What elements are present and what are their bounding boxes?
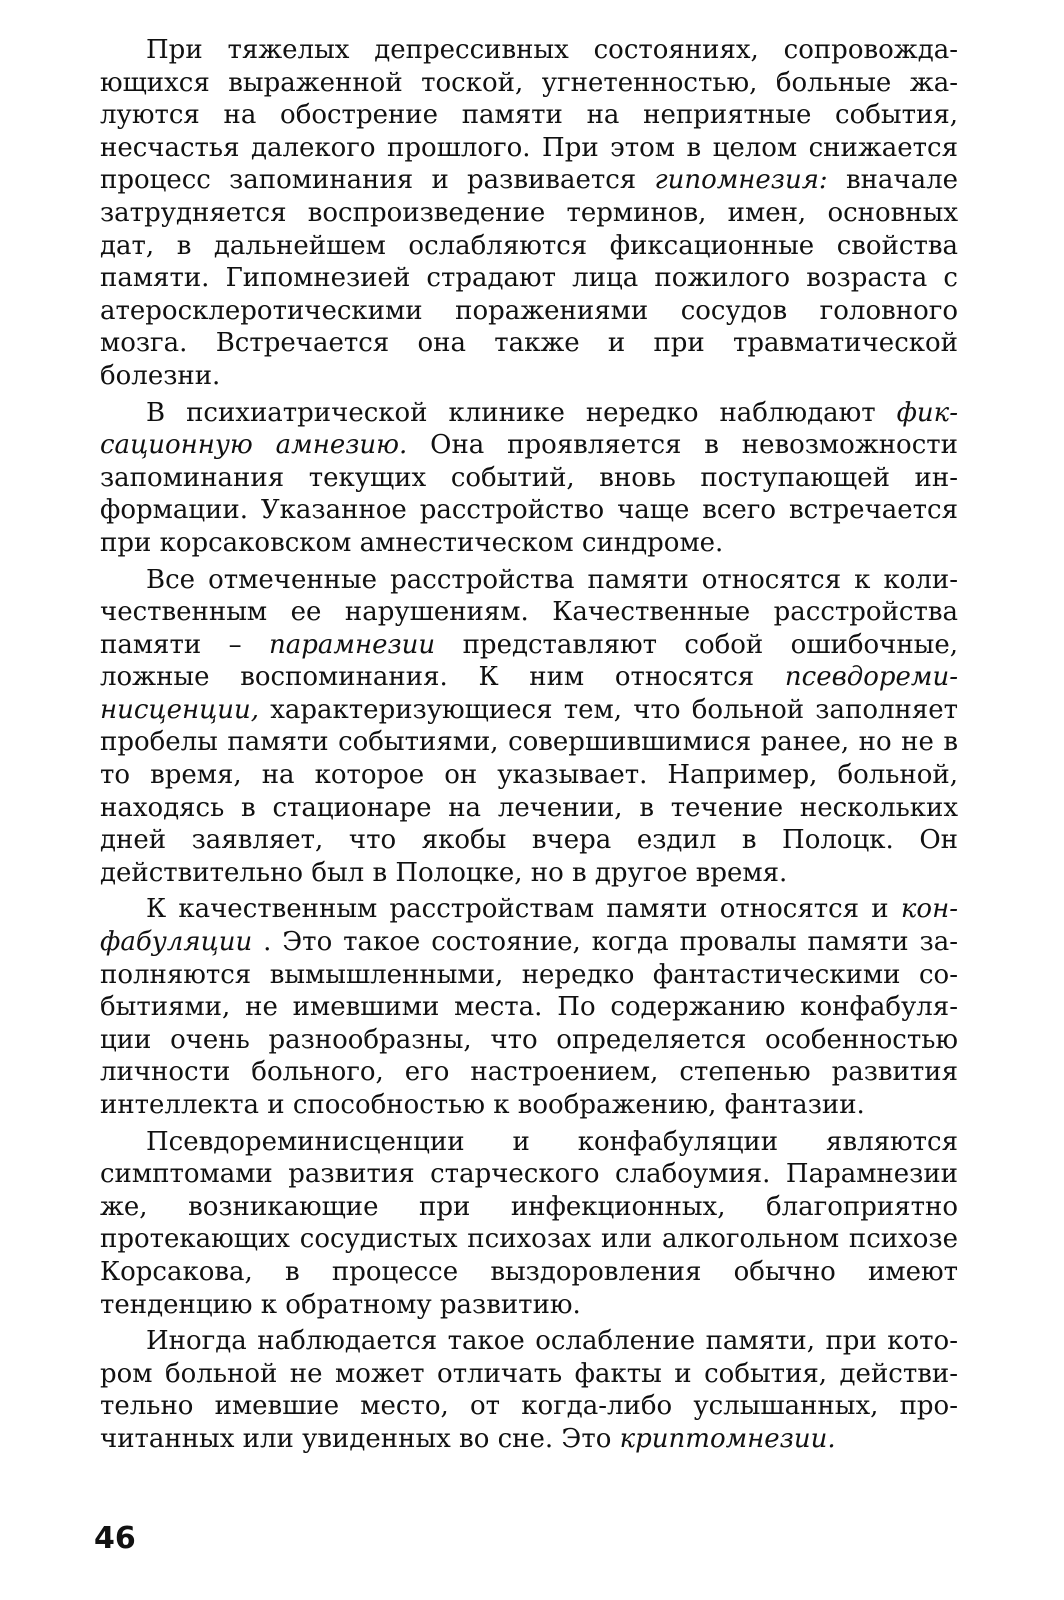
text-segment: вначале затрудняется воспроизведение терминов, имен, основных дат, в дальнейшем ослабляются фиксационные свойства памяти. Гипомнезией страдают лица пожилого возраста с атеросклеротическими поражениями сосудов головного мозга. Встречается она также и при травматической болезни. [100, 165, 959, 391]
paragraph-cryptomnesia [100, 1325, 958, 1455]
term-paramnesia: парамнезии [269, 629, 436, 660]
term-pseudoreminiscence: псевдореминисценции, [100, 662, 958, 725]
term-hypomnesia: гипомнезия: [654, 165, 828, 196]
text-segment: Она проявляется в невозможности запоминания текущих событий, вновь поступающей информации. Указанное расстройство чаще всего встречается при корсаковском амнестическом синдроме. [100, 430, 958, 558]
paragraph-hypomnesia [100, 34, 958, 393]
term-fixation-amnesia: фиксационную амнезию. [100, 397, 958, 461]
text-segment: Все отмеченные расстройства памяти относятся к количественным ее нарушениям. Качественные расстройства памяти – [100, 564, 958, 660]
body-text [100, 34, 958, 1456]
text-segment: При тяжелых депрессивных состояниях, сопровождающихся выраженной тоской, угнетенностью, больные жалуются на обострение памяти на неприятные события, несчастья далекого прошлого. При этом в целом снижается процесс запоминания и развивается [100, 35, 958, 196]
text-segment: Иногда наблюдается такое ослабление памяти, при котором больной не может отличать факты и события, действительно имевшие место, от когда-либо услышанных, прочитанных или увиденных во сне. Это [100, 1326, 958, 1454]
paragraph-fixation-amnesia [100, 397, 958, 560]
term-cryptomnesia: криптомнезии. [619, 1423, 836, 1454]
text-segment: В психиатрической клинике нередко наблюдают [146, 397, 897, 428]
text-segment: К качественным расстройствам памяти относятся и [146, 894, 901, 925]
text-segment: характеризующиеся тем, что больной заполняет пробелы памяти событиями, совершившимися ранее, но не в то время, на которое он указывает. Например, больной, находясь в стационаре на лечении, в течение нескольких дней заявляет, что якобы вчера ездил в Полоцк. Он действительно был в Полоцке, но в другое время. [100, 694, 958, 888]
page-number: 46 [94, 1521, 136, 1556]
paragraph-paramnesia [100, 564, 958, 890]
text-segment: . Это такое состояние, когда провалы памяти заполняются вымышленными, нередко фантастическими событиями, не имевшими места. По содержанию конфабуляции очень разнообразны, что определяется особенностью личности больного, его настроением, степенью развития интеллекта и способностью к воображению, фантазии. [100, 927, 958, 1120]
text-segment: Псевдореминисценции и конфабуляции являются симптомами развития старческого слабоумия. Парамнезии же, возникающие при инфекционных, благоприятно протекающих сосудистых психозах или алкогольном психозе Корсакова, в процессе выздоровления обычно имеют тенденцию к обратному развитию. [100, 1126, 958, 1320]
term-confabulation: конфабуляции [100, 894, 958, 958]
paragraph-confabulation [100, 893, 958, 1121]
paragraph-dementia-symptoms [100, 1126, 958, 1322]
text-segment: представляют собой ошибочные, ложные воспоминания. К ним относятся [100, 629, 959, 693]
